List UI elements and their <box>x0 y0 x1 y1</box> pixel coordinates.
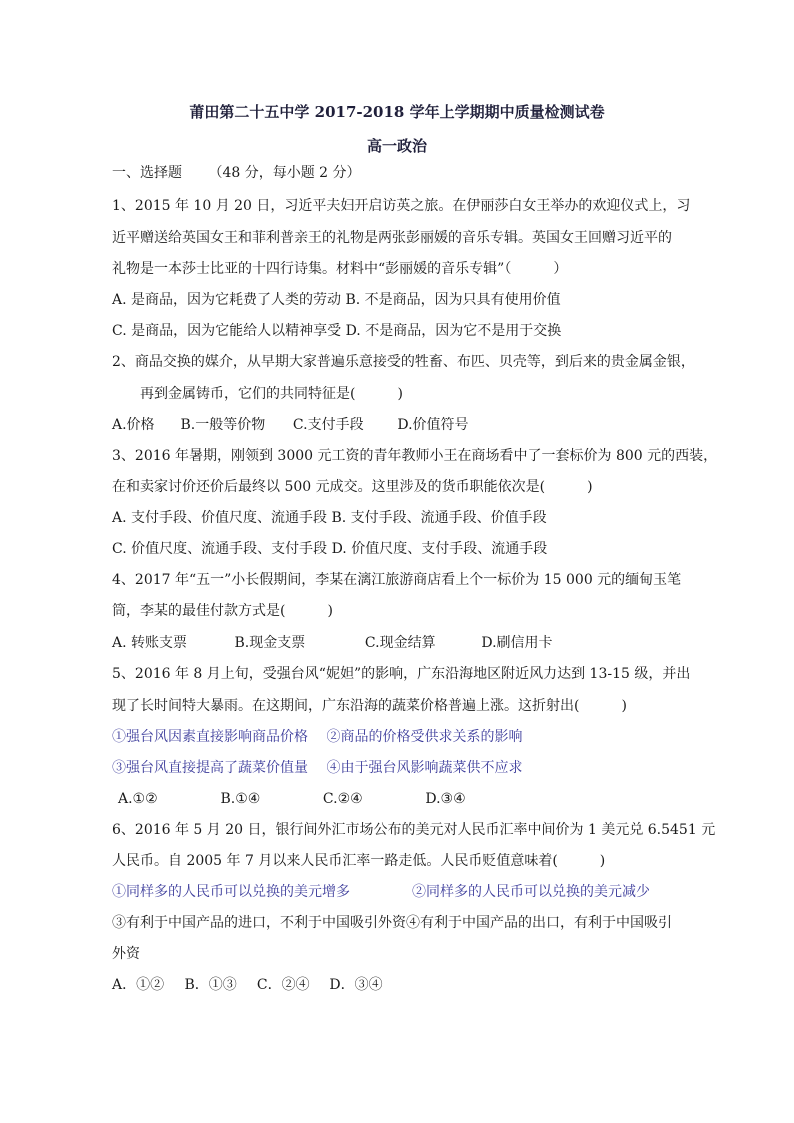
q6-option-a: A．①② <box>112 977 165 993</box>
q2-stem-line-2: 再到金属铸币，它们的共同特征是( ) <box>140 386 403 402</box>
q4-option-a: A. 转账支票 <box>112 635 188 651</box>
q2-stem-line-1: 2、商品交换的媒介，从早期大家普遍乐意接受的牲畜、布匹、贝壳等，到后来的贵金属金银， <box>112 354 695 370</box>
q3-stem-line-2: 在和卖家讨价还价后最终以 500 元成交。这里涉及的货币职能依次是( ) <box>112 479 593 495</box>
q5-option-c: C.②④ <box>322 791 363 807</box>
q6-option-b: B．①③ <box>184 977 237 993</box>
section-heading-text: 一、选择题 <box>112 165 182 181</box>
q3-option-line-1: A. 支付手段、价值尺度、流通手段 B. 支付手段、流通手段、价值手段 <box>112 510 547 526</box>
q4-option-b: B.现金支票 <box>234 635 306 651</box>
q5-option-a: A.①② <box>118 791 158 807</box>
q1-option-line-1: A. 是商品，因为它耗费了人类的劳动 B. 不是商品，因为只具有使用价值 <box>112 292 561 308</box>
section-heading <box>112 163 361 183</box>
q6-item-line-4: 外资 <box>112 946 140 962</box>
q2-option-c: C.支付手段 <box>292 417 364 433</box>
q6-item-1: ①同样多的人民币可以兑换的美元增多 <box>112 884 350 900</box>
exam-title: 莆田第二十五中学 2017-2018 学年上学期期中质量检测试卷 <box>189 103 605 121</box>
q6-stem-line-2: 人民币。自 2005 年 7 月以来人民币汇率一路走低。人民币贬值意味着( ) <box>112 853 606 869</box>
q2-options <box>112 415 469 435</box>
q5-item-line-2: ③强台风直接提高了蔬菜价值量 ④由于强台风影响蔬菜供不应求 <box>112 760 523 776</box>
q3-option-line-2: C. 价值尺度、流通手段、支付手段 D. 价值尺度、支付手段、流通手段 <box>112 541 548 557</box>
q4-stem-line-1: 4、2017 年“五一”小长假期间，李某在漓江旅游商店看上个一标价为 15 000 元的缅甸玉笔 <box>112 572 682 588</box>
q4-stem-line-2: 筒，李某的最佳付款方式是( ) <box>112 603 333 619</box>
q4-options <box>112 633 553 653</box>
q6-options <box>112 975 383 995</box>
q1-stem-line-2: 近平赠送给英国女王和菲利普亲王的礼物是两张彭丽媛的音乐专辑。英国女王回赠习近平的 <box>112 230 672 246</box>
q6-option-d: D．③④ <box>329 977 383 993</box>
q5-stem-line-2: 现了长时间特大暴雨。在这期间，广东沿海的蔬菜价格普遍上涨。这折射出( ) <box>112 698 627 714</box>
q6-stem-line-1: 6、2016 年 5 月 20 日，银行间外汇市场公布的美元对人民币汇率中间价为 1 美元兑 6.5451 元 <box>112 822 716 838</box>
q5-option-d: D.③④ <box>425 791 466 807</box>
q6-option-c: C．②④ <box>256 977 310 993</box>
q5-item-line-1: ①强台风因素直接影响商品价格 ②商品的价格受供求关系的影响 <box>112 729 523 745</box>
q5-option-b: B.①④ <box>220 791 261 807</box>
q5-options <box>118 789 466 809</box>
q1-stem-line-3: 礼物是一本莎士比亚的十四行诗集。材料中“彭丽媛的音乐专辑”（ ） <box>112 261 568 277</box>
q2-option-d: D.价值符号 <box>397 417 469 433</box>
q6-item-line-3: ③有利于中国产品的进口，不利于中国吸引外资④有利于中国产品的出口，有利于中国吸引 <box>112 915 672 931</box>
q5-stem-line-1: 5、2016 年 8 月上旬，受强台风“妮妲”的影响，广东沿海地区附近风力达到 13-15 级，并出 <box>112 666 691 682</box>
exam-subtitle: 高一政治 <box>366 137 427 155</box>
q4-option-d: D.刷信用卡 <box>481 635 553 651</box>
q4-option-c: C.现金结算 <box>364 635 436 651</box>
q1-stem-line-1: 1、2015 年 10 月 20 日，习近平夫妇开启访英之旅。在伊丽莎白女王举办的欢迎仪式上，习 <box>112 198 691 214</box>
q2-option-a: A.价格 <box>112 417 155 433</box>
section-note: （48 分，每小题 2 分） <box>208 165 361 181</box>
q3-stem-line-1: 3、2016 年暑期，刚领到 3000 元工资的青年教师小王在商场看中了一套标价为 800 元的西装， <box>112 448 718 464</box>
q1-option-line-2: C. 是商品，因为它能给人以精神享受 D. 不是商品，因为它不是用于交换 <box>112 323 562 339</box>
q6-item-2: ②同样多的人民币可以兑换的美元减少 <box>412 884 650 900</box>
q2-option-b: B.一般等价物 <box>180 417 266 433</box>
